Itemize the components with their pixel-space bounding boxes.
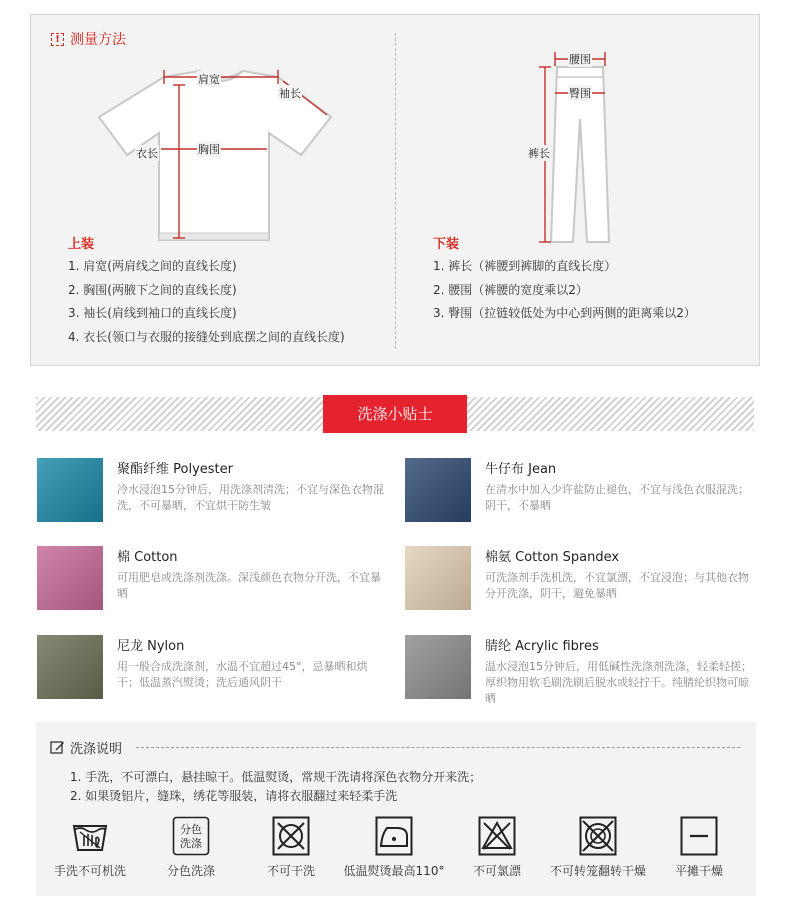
fabric-cotton [37,546,407,616]
list-item: 2. 如果烫铝片，缝珠，绣花等服装，请将衣服翻过来轻柔手洗 [70,789,398,803]
wash-title-text: 洗涤说明 [70,742,123,757]
fabric-desc: 温水浸泡15分钟后，用低碱性洗涤剂洗涤，轻柔轻搓；厚织物用软毛刷洗刷后脱水或轻拧干。纯腈纶织物可晾晒 [485,660,752,705]
measurement-panel [30,14,760,366]
wash-title [50,738,122,757]
fabric-swatch [37,546,103,610]
fabric-swatch [37,635,103,699]
list-item: 2. 腰围（裤腰的宽度乘以2） [433,282,588,297]
icon-label: 平摊干燥 [674,864,724,878]
top-length-label: 衣长 [136,147,158,160]
list-item: 4. 衣长(领口与衣服的接缝处到底摆之间的直线长度) [68,329,345,344]
fabric-jean [405,458,775,528]
fabric-desc: 可洗涤剂手洗机洗，不宜氯漂，不宜浸泡；与其他衣物分开洗涤，阴干，避免暴晒 [485,571,749,600]
no-tumble-dry-icon [579,816,617,856]
edit-icon [50,740,65,755]
bottom-section-label: 下装 [433,237,460,252]
fabric-name: 棉氨 Cotton Spandex [485,550,620,565]
list-item: 1. 裤长（裤腰到裤脚的直线长度） [433,259,617,273]
bottom-measure-list [433,255,696,326]
fabric-name: 聚酯纤维 Polyester [117,462,233,477]
shoulder-label: 肩宽 [198,73,220,86]
fabric-nylon [37,635,407,705]
fabric-swatch [405,458,471,522]
measure-title [51,29,126,49]
icon-label: 不可转笼翻转干燥 [549,864,647,878]
list-item: 1. 肩宽(两肩线之间的直线长度) [68,259,237,273]
low-iron-icon [375,816,413,856]
fabric-polyester [37,458,407,528]
top-measure-list [68,255,345,349]
alert-icon: ! [51,33,64,46]
list-item: 2. 胸围(两腋下之间的直线长度) [68,282,237,297]
fabric-desc: 在清水中加入少许盐防止褪色，不宜与浅色衣服混洗；阴干，不暴晒 [485,483,749,512]
top-section-label: 上装 [68,237,95,252]
fabric-name: 腈纶 Acrylic fibres [485,639,599,654]
tshirt-diagram [91,55,351,245]
wash-list [70,768,481,806]
hip-label: 臀围 [569,87,591,100]
fabric-swatch [405,546,471,610]
chest-label: 胸围 [198,143,220,156]
divider [395,33,396,349]
no-bleach-icon [478,816,516,856]
sleeve-label: 袖长 [279,87,301,100]
title-divider [136,747,740,748]
pants-length-label: 裤长 [528,147,550,160]
wash-instructions [36,722,756,896]
separate-wash-icon [172,816,210,856]
fabric-swatch [405,635,471,699]
fabric-desc: 可用肥皂或洗涤剂洗涤。深浅颜色衣物分开洗，不宜暴晒 [117,571,381,600]
fabric-name: 棉 Cotton [117,550,178,565]
icon-label: 手洗不可机洗 [53,864,127,878]
hand-wash-icon [71,816,109,856]
icon-label: 不可氯漂 [472,864,522,878]
fabric-name: 牛仔布 Jean [485,462,557,477]
no-dry-clean-icon [272,816,310,856]
wash-tips-banner: 洗涤小贴士 [323,395,467,433]
dry-flat-icon [680,816,718,856]
separate-wash-text-2: 洗涤 [180,837,202,850]
waist-label: 腰围 [569,53,591,66]
list-item: 3. 袖长(肩线到袖口的直线长度) [68,306,237,320]
icon-label: 低温熨烫最高110° [343,864,445,878]
separate-wash-text-1: 分色 [180,823,202,836]
fabric-desc: 冷水浸泡15分钟后，用洗涤剂清洗；不宜与深色衣物混洗，不可暴晒，不宜烘干防生皱 [117,483,384,512]
fabric-swatch [37,458,103,522]
measure-title-text: 测量方法 [70,32,126,48]
list-item: 1. 手洗，不可漂白，悬挂晾干。低温熨烫，常规干洗请将深色衣物分开来洗； [70,770,482,784]
icon-label: 不可干洗 [266,864,316,878]
fabric-desc: 用一般合成洗涤剂，水温不宜超过45°，忌暴晒和烘干；低温蒸汽熨烫；洗后通风阴干 [117,660,368,689]
icon-label: 分色洗涤 [166,864,216,878]
fabric-cotton-spandex [405,546,775,616]
fabric-acrylic [405,635,775,705]
list-item: 3. 臀围（拉链较低处为中心到两侧的距离乘以2） [433,306,696,320]
fabric-name: 尼龙 Nylon [117,639,185,654]
